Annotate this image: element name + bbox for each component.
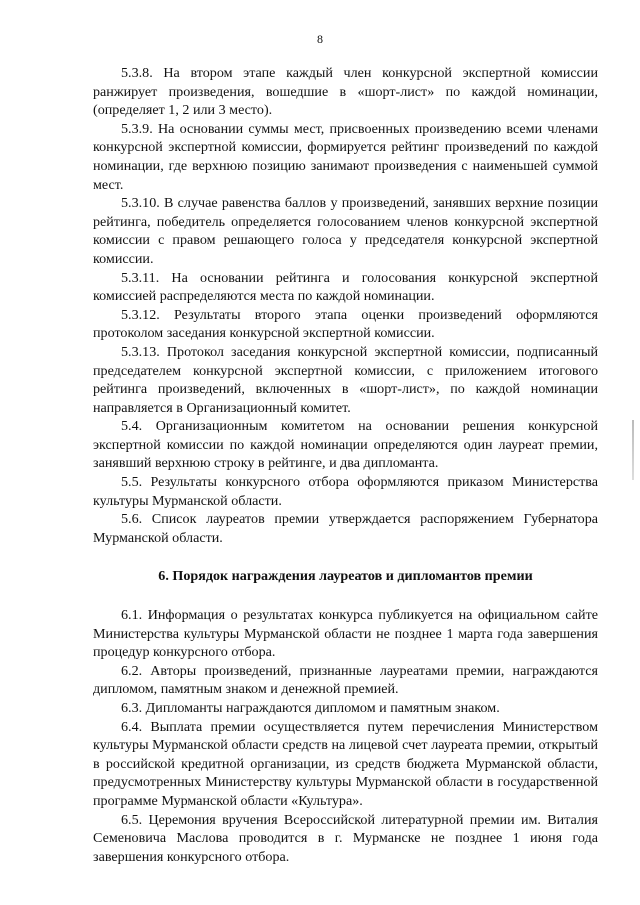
paragraph-5-3-10: 5.3.10. В случае равенства баллов у произведений, занявших верхние позиции рейтинга, победитель определяется голосованием членов конкурсной экспертной комиссии с правом решающего голоса у председателя конкурсной экспертной комиссии. (93, 195, 598, 267)
paragraph-5-3-12: 5.3.12. Результаты второго этапа оценки произведений оформляются протоколом заседания конкурсной экспертной комиссии. (93, 306, 598, 342)
document-body (93, 64, 598, 866)
paragraph-5-5: 5.5. Результаты конкурсного отбора оформляются приказом Министерства культуры Мурманской области. (93, 474, 598, 509)
paragraph-5-4: 5.4. Организационным комитетом на основании решения конкурсной экспертной комиссии по каждой номинации определяются один лауреат премии, занявший верхнюю строку в рейтинге, и два дипломанта. (93, 418, 598, 472)
section-heading: 6. Порядок награждения лауреатов и дипломантов премии (158, 568, 533, 585)
page-number: 8 (317, 32, 323, 46)
paragraph-5-3-11: 5.3.11. На основании рейтинга и голосования конкурсной экспертной комиссией распределяются места по каждой номинации. (93, 269, 598, 305)
paragraph-6-2: 6.2. Авторы произведений, признанные лауреатами премии, награждаются дипломом, памятным знаком и денежной премией. (93, 662, 598, 698)
paragraph-6-1: 6.1. Информация о результатах конкурса публикуется на официальном сайте Министерства культуры Мурманской области не позднее 1 марта года завершения процедур конкурсного отбора. (93, 607, 598, 661)
paragraph-6-4: 6.4. Выплата премии осуществляется путем перечисления Министерством культуры Мурманской области средств на лицевой счет лауреата премии, открытый в российской кредитной организации, из средств бюджета Мурманской области, предусмотренных Министерству культуры Мурманской области в государственной программе Мурманской области «Культура». (93, 718, 598, 809)
paragraph-5-6: 5.6. Список лауреатов премии утверждается распоряжением Губернатора Мурманской области. (93, 511, 598, 546)
scan-edge-mark (632, 420, 634, 480)
paragraph-6-3: 6.3. Дипломанты награждаются дипломом и памятным знаком. (121, 700, 500, 716)
paragraph-6-5: 6.5. Церемония вручения Всероссийской литературной премии им. Виталия Семеновича Маслова проводится в г. Мурманске не позднее 1 июня года завершения конкурсного отбора. (93, 811, 598, 865)
paragraph-5-3-8: 5.3.8. На втором этапе каждый член конкурсной экспертной комиссии ранжирует произведения, вошедшие в «шорт-лист» по каждой номинации, (определяет 1, 2 или 3 место). (93, 65, 598, 119)
paragraph-5-3-13: 5.3.13. Протокол заседания конкурсной экспертной комиссии, подписанный председателем конкурсной экспертной комиссии, с приложением итогового рейтинга произведений, включенных в «шорт-лист», по каждой номинации направляется в Организационный комитет. (93, 343, 598, 416)
paragraph-5-3-9: 5.3.9. На основании суммы мест, присвоенных произведению всеми членами конкурсной экспертной комиссии, формируется рейтинг произведений по каждой номинации, где верхнюю позицию занимают произведения с наименьшей суммой мест. (93, 120, 598, 193)
